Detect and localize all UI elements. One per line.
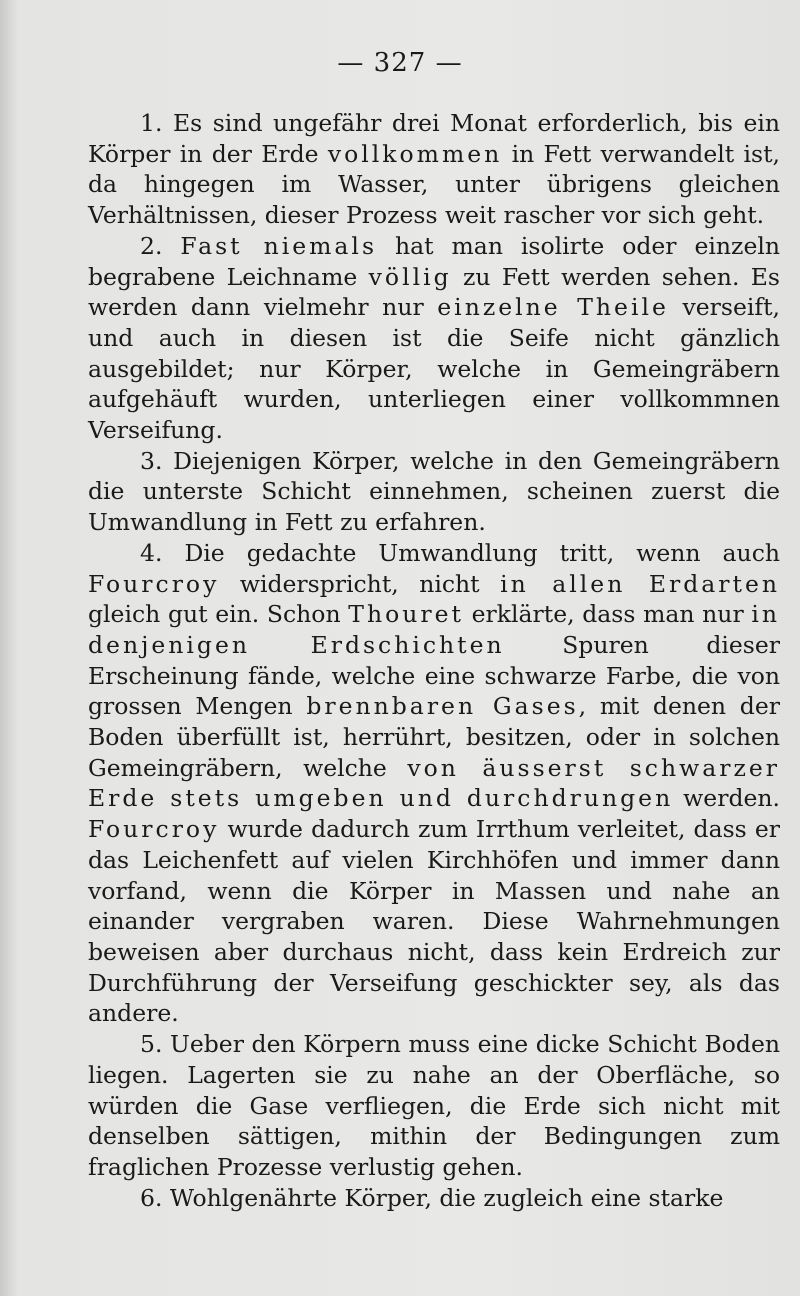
text-run: 3. Diejenigen Körper, welche in den Gemeingräbern die unterste Schicht einnehmen, scheinen zuerst die Umwandlung in Fett zu erfahren.	[88, 446, 780, 537]
text-run: werden.	[673, 784, 780, 813]
spaced-emphasis-text: Fourcroy	[88, 815, 220, 844]
paragraph	[88, 446, 780, 538]
text-run: 6. Wohlgenährte Körper, die zugleich eine starke	[140, 1183, 724, 1212]
paragraph	[88, 538, 780, 1029]
spaced-emphasis-text: Thouret	[348, 600, 464, 629]
spaced-emphasis-text: von äusserst schwarzer Erde stets umgeben und durchdrungen	[88, 753, 780, 813]
text-run: wurde dadurch zum Irrthum verleitet, dass er das Leichenfett auf vielen Kirchhöfen und immer dann vorfand, wenn die Körper in Massen und nahe an einander vergraben waren. Diese Wahrnehmungen beweisen aber durchaus nicht, dass kein Erdreich zur Durchführung der Verseifung geschickter sey, als das andere.	[88, 815, 780, 1028]
text-run: 4. Die gedachte Umwandlung tritt, wenn auch	[140, 538, 780, 567]
body-text	[88, 108, 780, 1213]
paragraph	[88, 1183, 780, 1214]
text-run: verseift, und auch in diesen ist die Seife nicht gänzlich ausgebildet; nur Körper, welche in Gemeingräbern aufgehäuft wurden, unterliegen einer vollkommnen Verseifung.	[88, 293, 780, 445]
paragraph	[88, 231, 780, 446]
text-run: widerspricht, nicht	[219, 569, 501, 598]
spaced-emphasis-text: vollkommen	[327, 139, 503, 168]
spaced-emphasis-text: Fourcroy	[88, 569, 220, 598]
text-run: erklärte, dass man nur	[463, 600, 752, 629]
text-run: gleich gut ein. Schon	[88, 600, 349, 629]
spaced-emphasis-text: brennbaren Gases	[306, 692, 579, 721]
spaced-emphasis-text: Fast niemals	[180, 231, 378, 260]
text-run: 5. Ueber den Körpern muss eine dicke Schicht Boden liegen. Lagerten sie zu nahe an der Oberfläche, so würden die Gase verfliegen, die Erde sich nicht mit denselben sättigen, mithin der Bedingungen zum fraglichen Prozesse verlustig gehen.	[88, 1030, 780, 1181]
spaced-emphasis-text: völlig	[368, 262, 452, 291]
text-run: , mit denen der Boden überfüllt ist, herrührt, besitzen, oder in solchen Gemeingräbern, welche	[88, 692, 780, 782]
text-run: Spuren dieser Erscheinung fände, welche eine schwarze Farbe, die von grossen Mengen	[88, 630, 780, 721]
page-number: — 327 —	[337, 48, 463, 78]
text-run: in Fett verwandelt ist, da hingegen im Wasser, unter übrigens gleichen Verhältnissen, dieser Prozess weit rascher vor sich geht.	[88, 139, 780, 230]
spaced-emphasis-text: in denjenigen Erdschichten	[88, 600, 780, 659]
text-run: zu Fett werden sehen. Es werden dann vielmehr nur	[88, 262, 780, 322]
text-run: 1. Es sind ungefähr drei Monat erforderlich, bis ein Körper in der Erde	[88, 109, 780, 168]
spaced-emphasis-text: einzelne Theile	[437, 293, 669, 322]
paragraph	[88, 1029, 780, 1183]
paragraph	[88, 108, 780, 231]
spaced-emphasis-text: in allen Erdarten	[500, 569, 780, 598]
text-run: 2.	[140, 231, 181, 260]
text-run: hat man isolirte oder einzeln begrabene Leichname	[88, 231, 780, 291]
